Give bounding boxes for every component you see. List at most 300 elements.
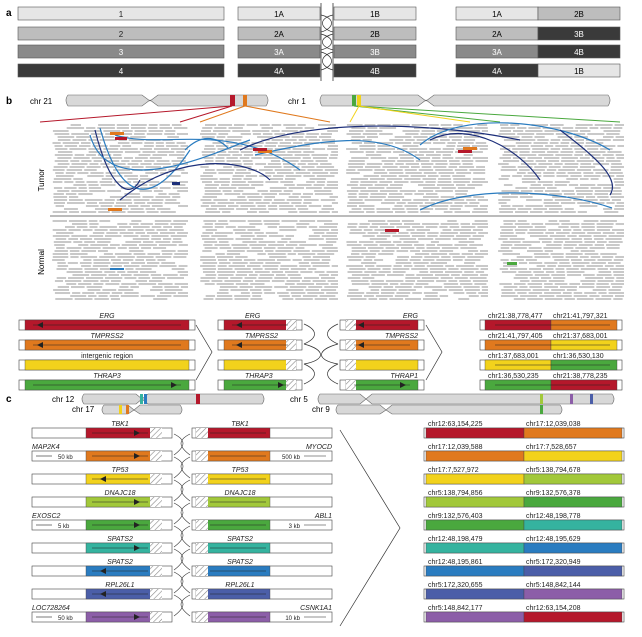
fusion-connector [174,595,183,616]
read [296,172,311,174]
read [306,181,315,183]
read [287,280,300,282]
read [53,211,67,213]
segment-label: 1A [274,10,284,19]
read [551,148,561,150]
read [364,175,379,177]
read [591,187,602,189]
read [554,241,563,243]
gene-label: TMPRSS2 [90,333,124,340]
read [543,175,554,177]
read [88,295,96,297]
read [76,136,90,138]
read [144,142,153,144]
breakpoint-hatch [150,612,162,622]
fused-right [524,520,622,530]
read [414,244,424,246]
read [312,250,325,252]
read [436,151,453,153]
read [591,256,601,258]
read [330,154,338,156]
read [584,220,599,222]
read [431,253,447,255]
read [155,220,172,222]
read [529,229,546,231]
read [217,136,226,138]
read [414,286,423,288]
read [83,259,91,261]
read [140,271,156,273]
read [279,193,290,195]
read [89,190,105,192]
read [617,232,624,234]
read [446,145,455,147]
segment-label: 3B [370,48,380,57]
read [444,283,458,285]
read [478,199,488,201]
read [291,268,306,270]
read [154,190,163,192]
read [580,280,595,282]
read [522,178,539,180]
read [575,151,586,153]
read [413,262,428,264]
read [201,178,218,180]
read [581,223,594,225]
read [285,271,298,273]
read [531,280,546,282]
read [321,277,335,279]
read [419,271,428,273]
read [111,298,120,300]
read [313,256,330,258]
read [402,199,411,201]
read [513,130,523,132]
read [81,142,91,144]
read [205,223,213,225]
read [55,280,63,282]
read [154,163,171,165]
read [370,196,386,198]
read [453,178,471,180]
read [253,238,264,240]
read [510,238,525,240]
read [146,166,161,168]
read [350,298,366,300]
read [102,289,116,291]
read [501,169,517,171]
read [510,124,519,126]
gene-label: MYOCD [305,444,332,451]
read [382,160,396,162]
read [204,241,217,243]
read [525,205,542,207]
read [602,256,613,258]
read [504,223,513,225]
read [77,226,88,228]
fused-right [524,612,622,622]
read [69,211,79,213]
read [462,160,474,162]
read [410,148,428,150]
segment-label: 4A [274,67,284,76]
read [226,157,237,159]
read [153,247,166,249]
read [218,133,228,135]
read [395,295,409,297]
read [580,163,591,165]
read [217,169,235,171]
read [56,205,64,207]
read [249,223,262,225]
read [264,247,276,249]
read [453,238,467,240]
read [580,205,598,207]
read [557,175,569,177]
read [431,262,447,264]
read [147,262,159,264]
read [348,196,357,198]
read [500,235,517,237]
read [387,220,400,222]
read [167,277,184,279]
read [94,262,111,264]
read [201,199,212,201]
fused-right [524,543,622,553]
read [286,175,302,177]
read [262,127,274,129]
breakpoint-coordinate: chr9:132,576,403 [428,513,483,520]
read [532,169,545,171]
chr5-ideogram [318,394,614,404]
read [118,247,127,249]
read [299,139,307,141]
read [134,202,145,204]
read [378,148,395,150]
read [396,226,410,228]
read [559,220,570,222]
read [447,220,456,222]
read [371,193,388,195]
read [448,268,458,270]
read [73,274,90,276]
read [616,136,624,138]
read [265,268,278,270]
read [516,142,532,144]
read [295,298,313,300]
read [396,262,412,264]
read [608,289,620,291]
read [501,127,515,129]
read [416,160,429,162]
read [480,274,488,276]
read [68,238,78,240]
read [147,211,159,213]
read [255,280,270,282]
read [577,298,594,300]
read [79,187,87,189]
read [384,163,393,165]
chr9-band [540,405,543,414]
bracket-arrow [196,325,212,380]
read [411,175,426,177]
read [287,199,302,201]
read [305,127,315,129]
read [460,232,476,234]
read [396,259,408,261]
read [234,190,244,192]
read [281,238,291,240]
read [435,169,453,171]
read [246,175,257,177]
read [327,148,338,150]
read [108,151,123,153]
read [545,223,559,225]
read [261,193,277,195]
read [156,256,172,258]
read [384,199,400,201]
read [203,172,216,174]
read [270,187,287,189]
read [536,160,547,162]
fusion-connector [181,480,190,501]
read [614,208,624,210]
read [53,229,67,231]
read [565,241,583,243]
read [532,151,545,153]
read [125,151,140,153]
read [456,184,465,186]
read [212,280,223,282]
read [390,223,402,225]
read [156,145,164,147]
gene-label: THRAP3 [245,373,273,380]
read [181,145,189,147]
read [322,235,337,237]
read [453,181,470,183]
read [161,211,176,213]
read [545,145,553,147]
read [129,250,143,252]
read [426,226,438,228]
read [378,253,393,255]
read [547,265,556,267]
read [87,181,98,183]
read [200,265,216,267]
read [293,142,302,144]
read [83,280,98,282]
read [455,277,468,279]
read [405,133,418,135]
read [260,274,274,276]
read [175,283,188,285]
read [58,151,72,153]
read [461,223,471,225]
read [265,250,273,252]
read [94,238,111,240]
read [442,247,459,249]
read [574,295,588,297]
read [155,241,170,243]
read [217,283,234,285]
read [288,211,297,213]
read [64,187,76,189]
read [556,295,572,297]
read [109,274,119,276]
breakpoint-hatch [346,360,356,370]
chr17-ideogram [102,405,182,414]
read [412,235,425,237]
read [350,181,358,183]
read [139,190,152,192]
read [360,184,373,186]
read [71,286,85,288]
read [352,283,370,285]
read [475,220,488,222]
read [298,124,306,126]
breakpoint-coordinate: chr21:38,778,235 [553,373,608,380]
read [147,181,160,183]
read [293,250,309,252]
read [202,136,215,138]
read [526,199,542,201]
read [375,184,388,186]
read [560,286,577,288]
read [56,247,65,249]
read [230,277,242,279]
read [56,175,74,177]
read [401,247,414,249]
read [172,268,185,270]
read [535,274,550,276]
read [252,247,262,249]
read [332,202,338,204]
read [224,280,241,282]
read [111,280,121,282]
read [558,169,575,171]
read [67,271,83,273]
scale-label: 50 kb [58,455,73,461]
read [117,127,129,129]
read [251,157,261,159]
read [315,193,333,195]
read [94,160,102,162]
read [203,271,215,273]
read [534,253,549,255]
read [438,181,452,183]
read [64,181,73,183]
read [292,295,301,297]
read [178,250,188,252]
read [580,178,589,180]
read [236,283,248,285]
read [562,148,572,150]
read [324,286,338,288]
read [71,124,81,126]
read [90,226,98,228]
read [162,250,176,252]
read [574,154,583,156]
read [615,205,624,207]
read [252,295,261,297]
read [570,175,581,177]
read [227,253,240,255]
read [545,232,554,234]
read [363,133,377,135]
breakpoint-hatch [150,497,162,507]
read [380,244,395,246]
read [127,271,138,273]
read [521,190,533,192]
read [237,271,253,273]
read [158,151,175,153]
read [544,247,562,249]
read [317,220,332,222]
read [103,247,116,249]
read [579,235,592,237]
read [500,268,508,270]
read [247,211,257,213]
scale-label: 3 kb [288,524,300,530]
read [473,172,485,174]
read [349,199,362,201]
read [280,265,297,267]
read [128,163,139,165]
read [476,265,488,267]
read [205,190,221,192]
read [535,226,546,228]
read [404,178,420,180]
read [152,205,163,207]
read [416,247,424,249]
read [555,184,567,186]
read [95,208,109,210]
read [544,157,559,159]
read [303,151,314,153]
read [613,298,622,300]
read [556,172,565,174]
read [535,136,545,138]
read [220,286,238,288]
read [206,274,217,276]
read [232,178,242,180]
read [72,223,87,225]
read [421,163,433,165]
read [268,208,277,210]
breakpoint-hatch [196,497,208,507]
read [549,208,563,210]
read [613,139,624,141]
read [279,229,296,231]
read [83,229,93,231]
read [53,169,65,171]
read [275,169,292,171]
read [393,271,406,273]
breakpoint-hatch [150,520,162,530]
read [439,226,447,228]
read [128,205,138,207]
read [573,265,584,267]
read [149,130,164,132]
read [584,259,596,261]
read [312,148,325,150]
read [255,271,270,273]
read [99,202,114,204]
read [311,262,329,264]
read [169,154,184,156]
read [317,181,325,183]
read [77,172,88,174]
